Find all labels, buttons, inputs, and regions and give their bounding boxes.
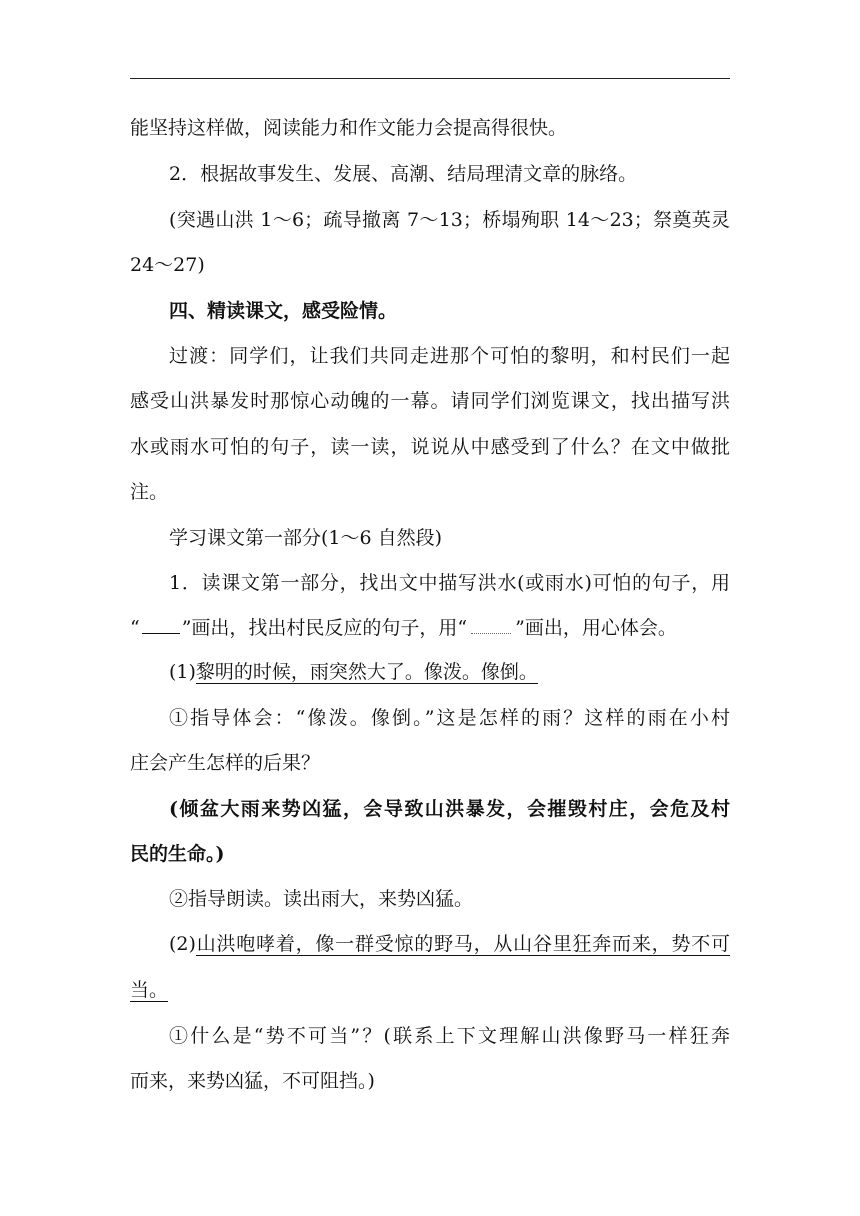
text-line: 注。 — [130, 481, 169, 503]
answer-line: (倾盆大雨来势凶猛，会导致山洪暴发，会摧毁村庄，会危及村 — [169, 798, 730, 820]
text-line: (突遇山洪 1～6；疏导撤离 7～13；桥塌殉职 14～23；祭奠英灵 — [169, 209, 730, 231]
text-line: 学习课文第一部分(1～6 自然段) — [169, 527, 443, 549]
text-line: 感受山洪暴发时那惊心动魄的一幕。请同学们浏览课文，找出描写洪 — [130, 390, 730, 412]
item-number: (2) — [169, 933, 196, 955]
section-heading: 四、精读课文，感受险情。 — [169, 300, 398, 322]
underlined-quote: 当。 — [130, 979, 169, 1001]
text-line: 而来，来势凶猛，不可阻挡。) — [130, 1070, 375, 1092]
text-line: 庄会产生怎样的后果？ — [130, 752, 321, 774]
quote-open: “ — [130, 617, 140, 639]
text-line: ①指导体会：“像泼。像倒。”这是怎样的雨？这样的雨在小村 — [169, 707, 730, 729]
underlined-quote: 黎明的时候，雨突然大了。像泼。像倒。 — [195, 661, 538, 683]
solid-underline-mark — [142, 632, 180, 634]
text-line — [130, 660, 730, 684]
text-line: ②指导朗读。读出雨大，来势凶猛。 — [169, 888, 474, 910]
item-number: (1) — [169, 661, 196, 683]
text-line: 过渡：同学们，让我们共同走进那个可怕的黎明，和村民们一起 — [169, 345, 730, 367]
text-line: 能坚持这样做，阅读能力和作文能力会提高得很快。 — [130, 117, 568, 139]
text-line: ①什么是“势不可当”？(联系上下文理解山洪像野马一样狂奔 — [169, 1025, 730, 1047]
text-line — [130, 978, 730, 1002]
text-line: 1．读课文第一部分，找出文中描写洪水(或雨水)可怕的句子，用 — [169, 572, 730, 594]
text-line: 水或雨水可怕的句子，读一读，说说从中感受到了什么？在文中做批 — [130, 436, 730, 458]
text-line — [130, 616, 730, 640]
underlined-quote: 山洪咆哮着，像一群受惊的野马，从山谷里狂奔而来，势不可 — [195, 933, 730, 955]
text-segment: ”画出，用心体会。 — [515, 617, 677, 639]
text-line — [130, 932, 730, 956]
text-segment: ”画出，找出村民反应的句子，用“ — [181, 617, 468, 639]
text-line: 24～27) — [130, 254, 205, 276]
text-line: 2．根据故事发生、发展、高潮、结局理清文章的脉络。 — [169, 163, 638, 185]
wavy-underline-mark — [471, 632, 511, 634]
answer-line: 民的生命。) — [130, 843, 225, 865]
header-rule — [130, 78, 730, 79]
